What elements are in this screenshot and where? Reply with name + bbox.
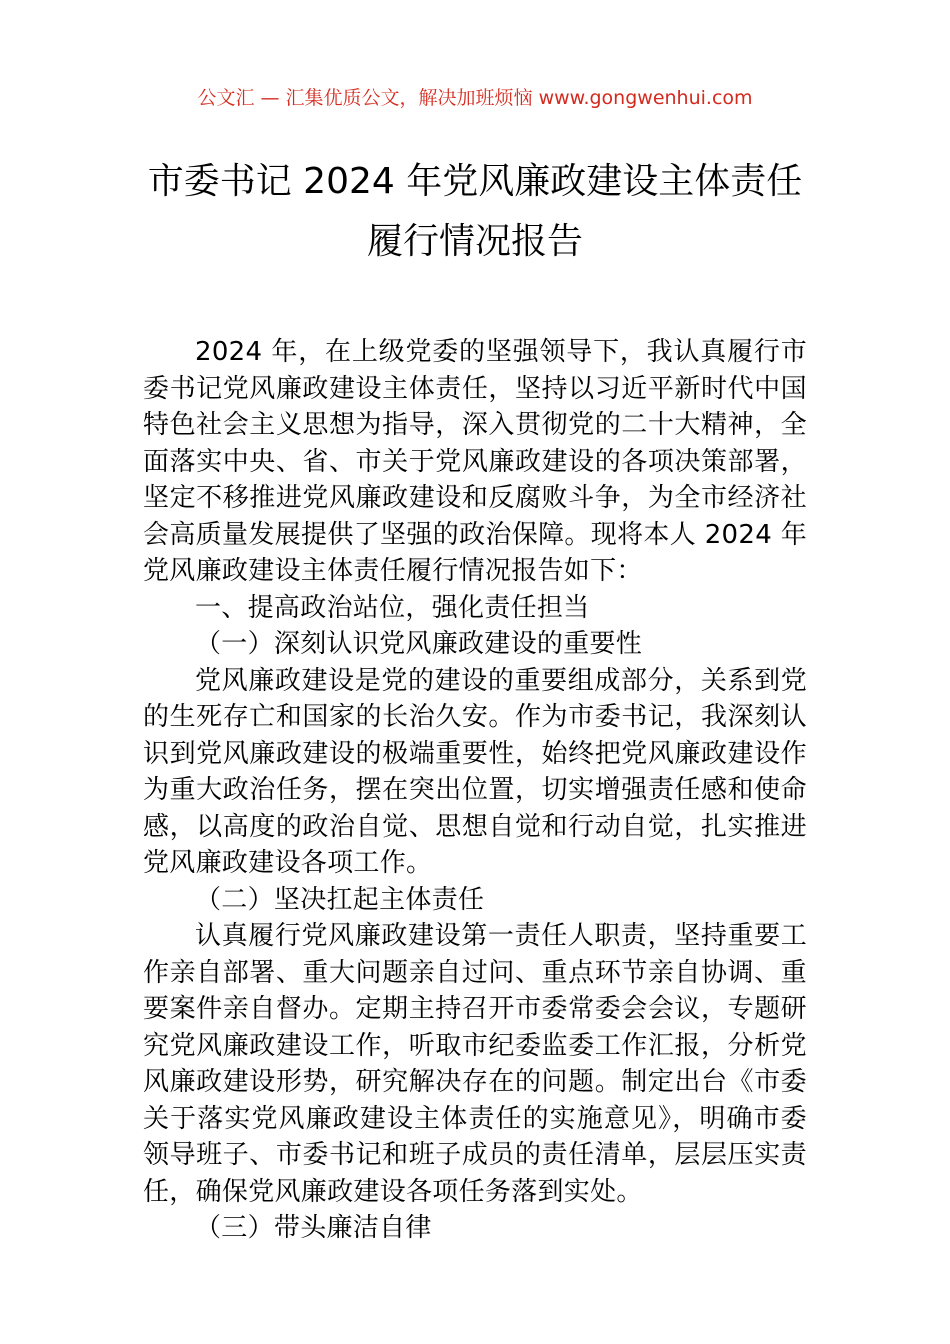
- intro-paragraph: 2024 年，在上级党委的坚强领导下，我认真履行市委书记党风廉政建设主体责任，坚持以习近平新时代中国特色社会主义思想为指导，深入贯彻党的二十大精神，全面落实中央、省、市关于党风廉政建设的各项决策部署，坚定不移推进党风廉政建设和反腐败斗争，为全市经济社会高质量发展提供了坚强的政治保障。现将本人 2024 年党风廉政建设主体责任履行情况报告如下：: [143, 337, 807, 586]
- subsection-paragraph-2: 认真履行党风廉政建设第一责任人职责，坚持重要工作亲自部署、重大问题亲自过问、重点环节亲自协调、重要案件亲自督办。定期主持召开市委常委会会议，专题研究党风廉政建设工作，听取市纪委监委工作汇报，分析党风廉政建设形势，研究解决存在的问题。制定出台《市委关于落实党风廉政建设主体责任的实施意见》，明确市委领导班子、市委书记和班子成员的责任清单，层层压实责任，确保党风廉政建设各项任务落到实处。: [143, 921, 807, 1207]
- section-heading-1: 一、提高政治站位，强化责任担当: [195, 592, 590, 623]
- watermark-header: 公文汇 — 汇集优质公文，解决加班烦恼 www.gongwenhui.com: [197, 87, 753, 109]
- subsection-heading-3: （三）带头廉洁自律: [195, 1213, 432, 1243]
- subsection-heading-2: （二）坚决扛起主体责任: [195, 884, 485, 915]
- document-title: 市委书记 2024 年党风廉政建设主体责任履行情况报告: [147, 161, 803, 262]
- subsection-paragraph-1: 党风廉政建设是党的建设的重要组成部分，关系到党的生死存亡和国家的长治久安。作为市委书记，我深刻认识到党风廉政建设的极端重要性，始终把党风廉政建设作为重大政治任务，摆在突出位置，切实增强责任感和使命感，以高度的政治自觉、思想自觉和行动自觉，扎实推进党风廉政建设各项工作。: [143, 665, 807, 878]
- document-body: [143, 334, 807, 1247]
- subsection-heading-1: （一）深刻认识党风廉政建设的重要性: [195, 629, 643, 659]
